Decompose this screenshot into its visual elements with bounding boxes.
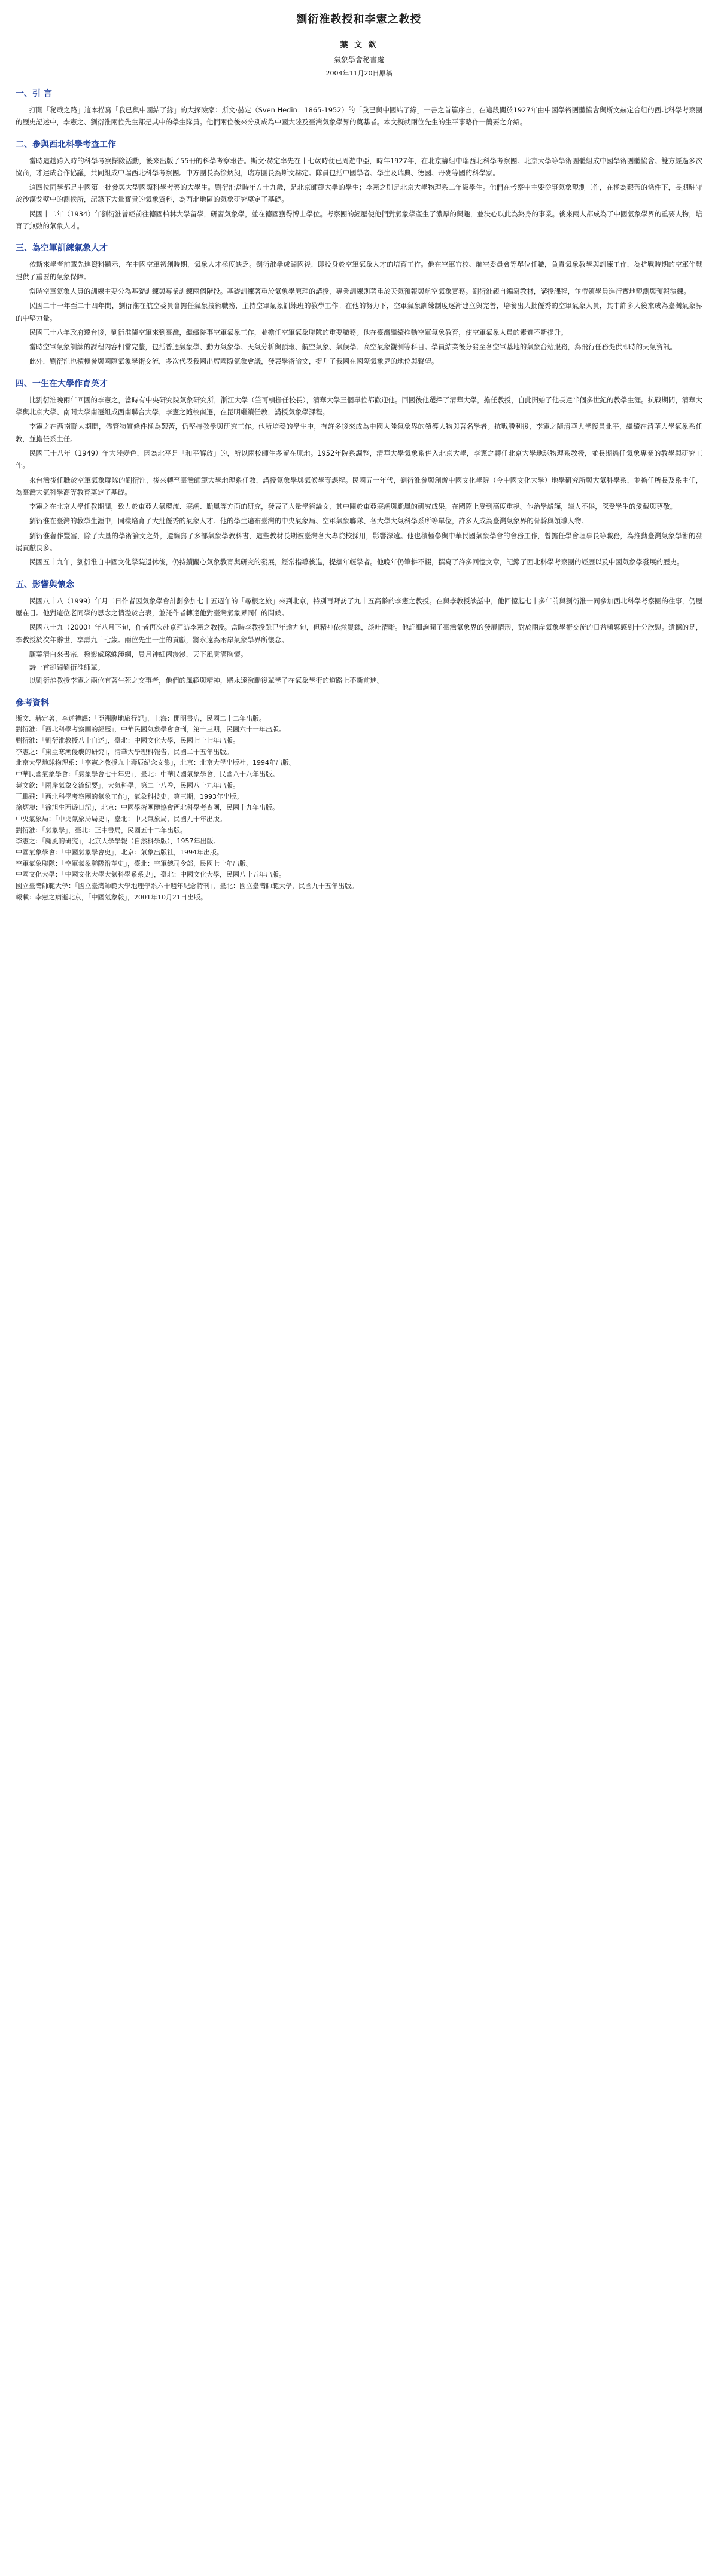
paragraph: 打開「秘載之路」這本描寫「我已與中國結了緣」的大探險家：斯文·赫定（Sven Hedin：1865-1952）的「我已與中國結了緣」一書之首篇序言，在這段關於1927年由中國學術團體協會與斯文赫定合組的西北科學考察團的歷史記述中，李憲之、劉衍淮兩位先生都是其中的學生隊員。他們兩位後來分別成為中國大陸及臺灣氣象學界的奠基者。本文擬就兩位先生的生平事略作一簡要之介紹。 <box>16 106 702 127</box>
section <box>16 377 702 569</box>
author-name: 葉 文 欽 <box>340 41 378 50</box>
paragraph: 這四位同學都是中國第一批參與大型國際科學考察的大學生。劉衍淮當時年方十九歲，是北京師範大學的學生；李憲之則是北京大學物理系二年級學生。他們在考察中主要從事氣象觀測工作，在極為艱苦的條件下，長期駐守於沙漠戈壁中的測候所，記錄下大量寶貴的氣象資料，為西北地區的氣象研究奠定了基礎。 <box>16 183 702 204</box>
section-title: 參考資料 <box>16 698 49 708</box>
paragraph: 民國三十八年政府遷台後，劉衍淮隨空軍來到臺灣，繼續從事空軍氣象工作，並擔任空軍氣象聯隊的重要職務。他在臺灣繼續推動空軍氣象教育，使空軍氣象人員的素質不斷提升。 <box>29 328 568 337</box>
paragraph: 民國十二年（1934）年劉衍淮曾經前往德國柏林大學留學，研習氣象學，並在德國獲得博士學位。考察團的經歷使他們對氣象學產生了濃厚的興趣，並決心以此為終身的事業。後來兩人都成為了中國氣象學界的重要人物，培育了無數的氣象人才。 <box>16 209 702 231</box>
paragraph: 來台灣後任職於空軍氣象聯隊的劉衍淮，後來轉至臺灣師範大學地理系任教，講授氣象學與氣候學等課程。民國五十年代，劉衍淮參與創辦中國文化學院（今中國文化大學）地學研究所與大氣科學系，並擔任所長及系主任，為臺灣大氣科學高等教育奠定了基礎。 <box>16 475 702 496</box>
section <box>16 87 702 129</box>
section <box>16 578 702 687</box>
paragraph: 李憲之在西南聯大期間，儘管物質條件極為艱苦，仍堅持教學與研究工作。他所培養的學生中，有許多後來成為中國大陸氣象界的領導人物與著名學者。抗戰勝利後，李憲之隨清華大學復員北平，繼續在清華大學氣象系任教，並擔任系主任。 <box>16 422 702 443</box>
reference-item: 中國文化大學：「中國文化大學大氣科學系系史」，臺北：中國文化大學，民國八十五年出版。 <box>16 871 285 879</box>
reference-item: 劉衍淮：「氣象學」，臺北：正中書局，民國五十二年出版。 <box>16 826 187 834</box>
section-title: 四、一生在大學作育英才 <box>16 379 108 389</box>
section <box>16 242 702 367</box>
paragraph: 當時空軍氣象訓練的課程內容相當完整，包括普通氣象學、動力氣象學、天氣分析與預報、航空氣象、氣候學、高空氣象觀測等科目。學員結業後分發至各空軍基地的氣象台站服務，為飛行任務提供即時的天氣資訊。 <box>29 343 677 352</box>
poem-line: 詩一首卻歸劉衍淮師輩。 <box>29 663 105 672</box>
paragraph: 比劉衍淮晚兩年回國的李憲之，當時有中央研究院氣象研究所，浙江大學（竺可楨擔任校長），清華大學三個單位都歡迎他。回國後他選擇了清華大學，擔任教授，自此開始了他長達半個多世紀的教學生涯。抗戰期間，清華大學與北京大學、南開大學南遷組成西南聯合大學，李憲之隨校南遷，在昆明繼續任教，講授氣象學課程。 <box>16 395 702 417</box>
reference-list <box>16 713 702 904</box>
reference-item: 劉衍淮：「劉衍淮教授八十自述」，臺北：中國文化大學，民國七十七年出版。 <box>16 737 239 745</box>
reference-item: 中國氣象學會：「中國氣象學會史」，北京：氣象出版社，1994年出版。 <box>16 848 223 856</box>
section-title: 五、影響與懷念 <box>16 579 74 590</box>
paragraph: 民國三十八年（1949）年大陸變色，因為北平是「和平解放」的，所以兩校師生多留在原地。1952年院系調整，清華大學氣象系併入北京大學，李憲之轉任北京大學地球物理系教授，並長期擔任氣象專業的教學與研究工作。 <box>16 448 702 470</box>
section-title: 二、參與西北科學考查工作 <box>16 139 116 149</box>
paragraph: 民國五十九年，劉衍淮自中國文化學院退休後，仍持續關心氣象教育與研究的發展，經常指導後進，提攜年輕學者。他晚年仍筆耕不輟，撰寫了許多回憶文章，記錄了西北科學考察團的經歷以及中國氣象學發展的歷史。 <box>29 558 684 567</box>
paragraph: 民國八十九（2000）年八月下旬，作者再次赴京拜訪李憲之教授。當時李教授雖已年逾九旬，但精神依然矍鑠，談吐清晰。他詳細詢問了臺灣氣象界的發展情形，對於兩岸氣象學術交流的日益頻繁感到十分欣慰。遺憾的是，李教授於次年辭世，享壽九十七歲。兩位先生一生的貢獻，將永遠為兩岸氣象學界所懷念。 <box>16 623 702 644</box>
reference-item: 葉文欽：「兩岸氣象交流紀要」，大氣科學，第二十八卷，民國八十九年出版。 <box>16 781 239 789</box>
section <box>16 697 702 904</box>
reference-item: 斯文．赫定著，李述禮譯：「亞洲腹地旅行記」，上海：開明書店，民國二十二年出版。 <box>16 714 266 722</box>
reference-item: 李憲之：「颱風的研究」，北京大學學報（自然科學版），1957年出版。 <box>16 837 220 846</box>
poem-line: 願葉清白來書宗，撥影處琢蛛漢網，晨月神細菌漫漫，天下風雲滿胸懷。 <box>29 649 248 658</box>
paragraph: 依斯來學者前輩先進資料顯示，在中國空軍初創時期，氣象人才極度缺乏。劉衍淮學成歸國後，即投身於空軍氣象人才的培育工作。他在空軍官校、航空委員會等單位任職，負責氣象教學與訓練工作，為抗戰時期的空軍作戰提供了重要的氣象保障。 <box>16 260 702 281</box>
paragraph: 劉衍淮在臺灣的教學生涯中，同樣培育了大批優秀的氣象人才。他的學生遍布臺灣的中央氣象局、空軍氣象聯隊、各大學大氣科學系所等單位，許多人成為臺灣氣象界的骨幹與領導人物。 <box>29 517 588 526</box>
section-title: 一、引 言 <box>16 89 52 99</box>
reference-item: 空軍氣象聯隊：「空軍氣象聯隊沿革史」，臺北：空軍總司令部，民國七十年出版。 <box>16 859 252 868</box>
document-title: 劉衍淮教授和李憲之教授 <box>296 13 422 26</box>
paragraph: 當時這趟跨入時的科學考察探險活動，後來出版了55冊的科學考察報告。斯文·赫定率先在十七歲時便已周遊中亞，時年1927年，在北京籌組中瑞西北科學考察團。北京大學等學術團體組成中國學術團體協會。雙方經過多次協商，才達成合作協議，共同組成中瑞西北科學考察團。中方團長為徐炳昶，瑞方團長為斯文赫定。隊員包括中國學者、學生及瑞典、德國、丹麥等國的科學家。 <box>16 156 702 177</box>
reference-item: 國立臺灣師範大學：「國立臺灣師範大學地理學系六十週年紀念特刊」，臺北：國立臺灣師範大學，民國九十五年出版。 <box>16 882 358 890</box>
reference-item: 報載：李憲之病逝北京，「中國氣象報」，2001年10月21日出版。 <box>16 893 207 901</box>
reference-item: 中央氣象局：「中央氣象局局史」，臺北：中央氣象局，民國九十年出版。 <box>16 814 226 823</box>
paragraph: 此外，劉衍淮也積極參與國際氣象學術交流，多次代表我國出席國際氣象會議，發表學術論文，提升了我國在國際氣象界的地位與聲望。 <box>29 357 439 366</box>
document-body <box>16 87 702 903</box>
paragraph: 當時空軍氣象人員的訓練主要分為基礎訓練與專業訓練兩個階段。基礎訓練著重於氣象學原理的講授，專業訓練則著重於天氣預報與航空氣象實務。劉衍淮親自編寫教材，講授課程，並帶領學員進行實地觀測與預報演練。 <box>29 286 690 295</box>
reference-item: 徐炳昶：「徐旭生西遊日記」，北京：中國學術團體協會西北科學考查團，民國十九年出版。 <box>16 804 279 812</box>
section <box>16 138 702 233</box>
reference-item: 北京大學地球物理系：「李憲之教授九十壽辰紀念文集」，北京：北京大學出版社，1994年出版。 <box>16 759 296 767</box>
reference-item: 劉衍淮：「西北科學考察團的經歷」，中華民國氣象學會會刊，第十三期，民國六十一年出版。 <box>16 725 285 734</box>
reference-item: 李憲之：「東亞寒潮侵襲的研究」，清華大學理科報告，民國二十五年出版。 <box>16 747 233 756</box>
reference-item: 中華民國氣象學會：「氣象學會七十年史」，臺北：中華民國氣象學會，民國八十八年出版。 <box>16 770 279 779</box>
paragraph: 民國二十一年至二十四年間，劉衍淮在航空委員會擔任氣象技術職務，主持空軍氣象訓練班的教學工作。在他的努力下，空軍氣象訓練制度逐漸建立與完善，培養出大批優秀的空軍氣象人員，其中許多人後來成為臺灣氣象界的中堅力量。 <box>16 301 702 322</box>
author-affiliation: 氣象學會秘書處 <box>333 56 384 64</box>
paragraph: 劉衍淮著作豐富，除了大量的學術論文之外，還編寫了多部氣象學教科書，這些教材長期被臺灣各大專院校採用，影響深遠。他也積極參與中華民國氣象學會的會務工作，曾擔任學會理事長等職務，為推動臺灣氣象學術的發展貢獻良多。 <box>16 531 702 553</box>
poem-line: 以劉衍淮教授李憲之兩位有著生死之交事者，他們的風範與精神，將永遠激勵後輩學子在氣象學術的道路上不斷前進。 <box>29 676 384 685</box>
section-title: 三、為空軍訓練氣象人才 <box>16 243 108 254</box>
paragraph: 李憲之在北京大學任教期間，致力於東亞大氣環流、寒潮、颱風等方面的研究，發表了大量學術論文，其中關於東亞寒潮與颱風的研究成果，在國際上受到高度重視。他治學嚴謹，誨人不倦，深受學生的愛戴與尊敬。 <box>29 502 677 511</box>
reference-item: 王鵬飛：「西北科學考察團的氣象工作」，氣象科技史，第三期，1993年出版。 <box>16 792 243 801</box>
document-date: 2004年11月20日原稿 <box>325 69 393 77</box>
paragraph: 民國八十八（1999）年月二日作者因氣象學會計劃參加七十五週年的「尋根之旅」來到北京，特別再拜訪了九十五高齡的李憲之教授。在與李教授談話中，他回憶起七十多年前與劉衍淮一同參加西北科學考察團的往事，仍歷歷在目。他對這位老同學的思念之情溢於言表，並託作者轉達他對臺灣氣象界同仁的問候。 <box>16 596 702 617</box>
